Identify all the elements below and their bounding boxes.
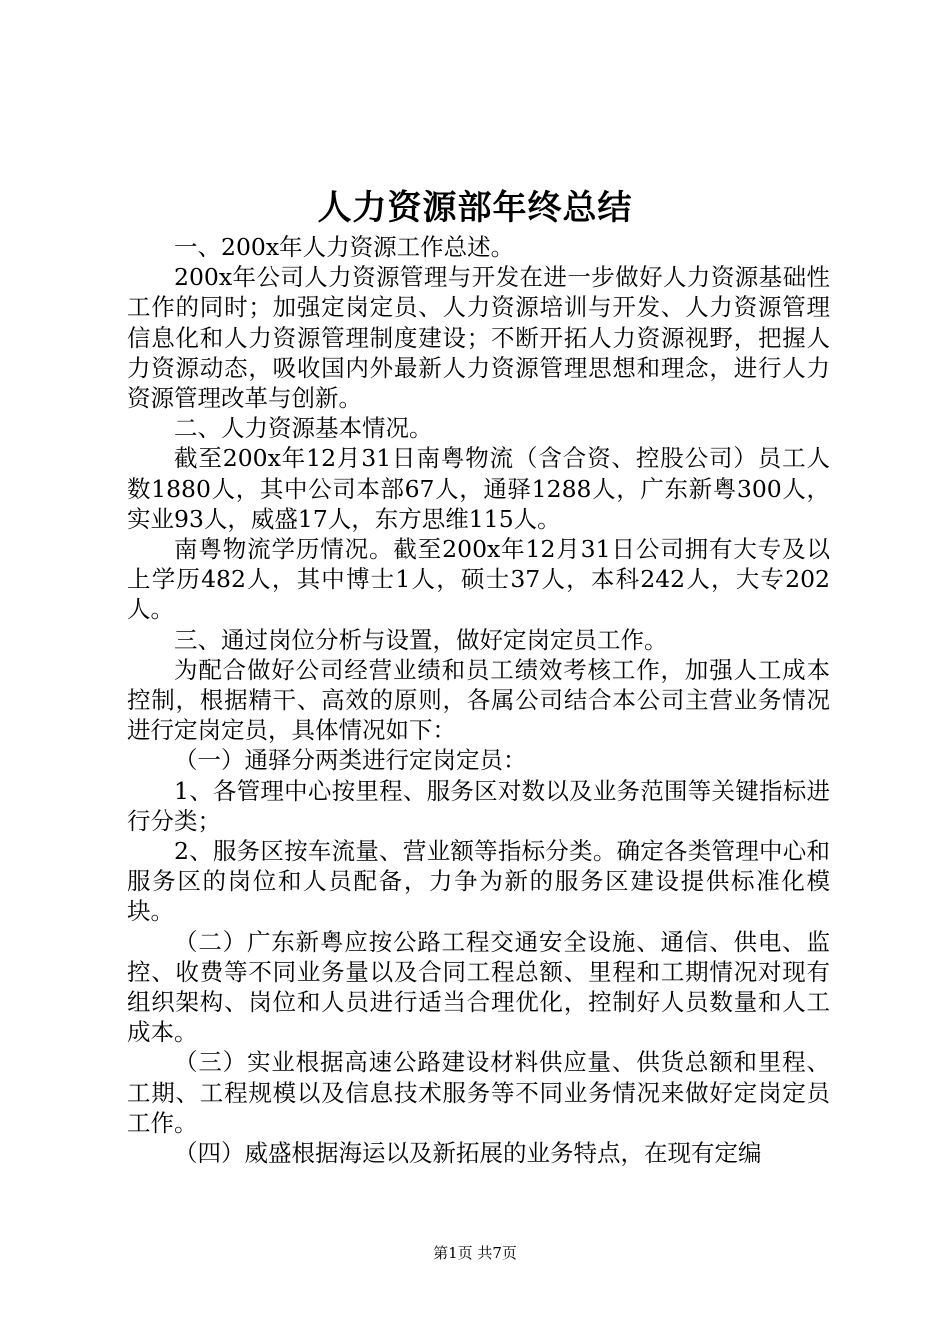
paragraph: 1、各管理中心按里程、服务区对数以及业务范围等关键指标进行分类； [127, 776, 830, 835]
paragraph: 为配合做好公司经营业绩和员工绩效考核工作，加强人工成本控制，根据精干、高效的原则，各属公司结合本公司主营业务情况进行定岗定员，具体情况如下： [127, 655, 830, 745]
paragraph: 一、200x年人力资源工作总述。 [174, 233, 515, 261]
paragraph: （三）实业根据高速公路建设材料供应量、供货总额和里程、工期、工程规模以及信息技术服务等不同业务情况来做好定岗定员工作。 [127, 1048, 830, 1137]
paragraph: 200x年公司人力资源管理与开发在进一步做好人力资源基础性工作的同时；加强定岗定员、人力资源培训与开发、人力资源管理信息化和人力资源管理制度建设；不断开拓人力资源视野，把握人力资源动态，吸收国内外最新人力资源管理思想和理念，进行人力资源管理改革与创新。 [127, 263, 830, 413]
paragraph: 二、人力资源基本情况。 [174, 414, 433, 443]
page-number-footer: 第1页 共7页 [433, 1244, 517, 1262]
paragraph: （一）通驿分两类进行定岗定员： [174, 746, 527, 775]
paragraph: 南粤物流学历情况。截至200x年12月31日公司拥有大专及以上学历482人，其中博士1人，硕士37人，本科242人，大专202人。 [127, 535, 830, 624]
paragraph: （二）广东新粤应按公路工程交通安全设施、通信、供电、监控、收费等不同业务量以及合同工程总额、里程和工期情况对现有组织架构、岗位和人员进行适当合理优化，控制好人员数量和人工成本。 [127, 927, 830, 1047]
paragraph: （四）威盛根据海运以及新拓展的业务特点，在现有定编 [174, 1139, 762, 1168]
paragraph: 三、通过岗位分析与设置，做好定岗定员工作。 [174, 625, 668, 654]
paragraph: 2、服务区按车流量、营业额等指标分类。确定各类管理中心和服务区的岗位和人员配备，力争为新的服务区建设提供标准化模块。 [127, 837, 830, 926]
document-title: 人力资源部年终总结 [317, 188, 633, 228]
paragraph: 截至200x年12月31日南粤物流（含合资、控股公司）员工人数1880人，其中公司本部67人，通驿1288人，广东新粤300人，实业93人，威盛17人，东方思维115人。 [127, 444, 830, 533]
document-body [127, 232, 830, 1168]
